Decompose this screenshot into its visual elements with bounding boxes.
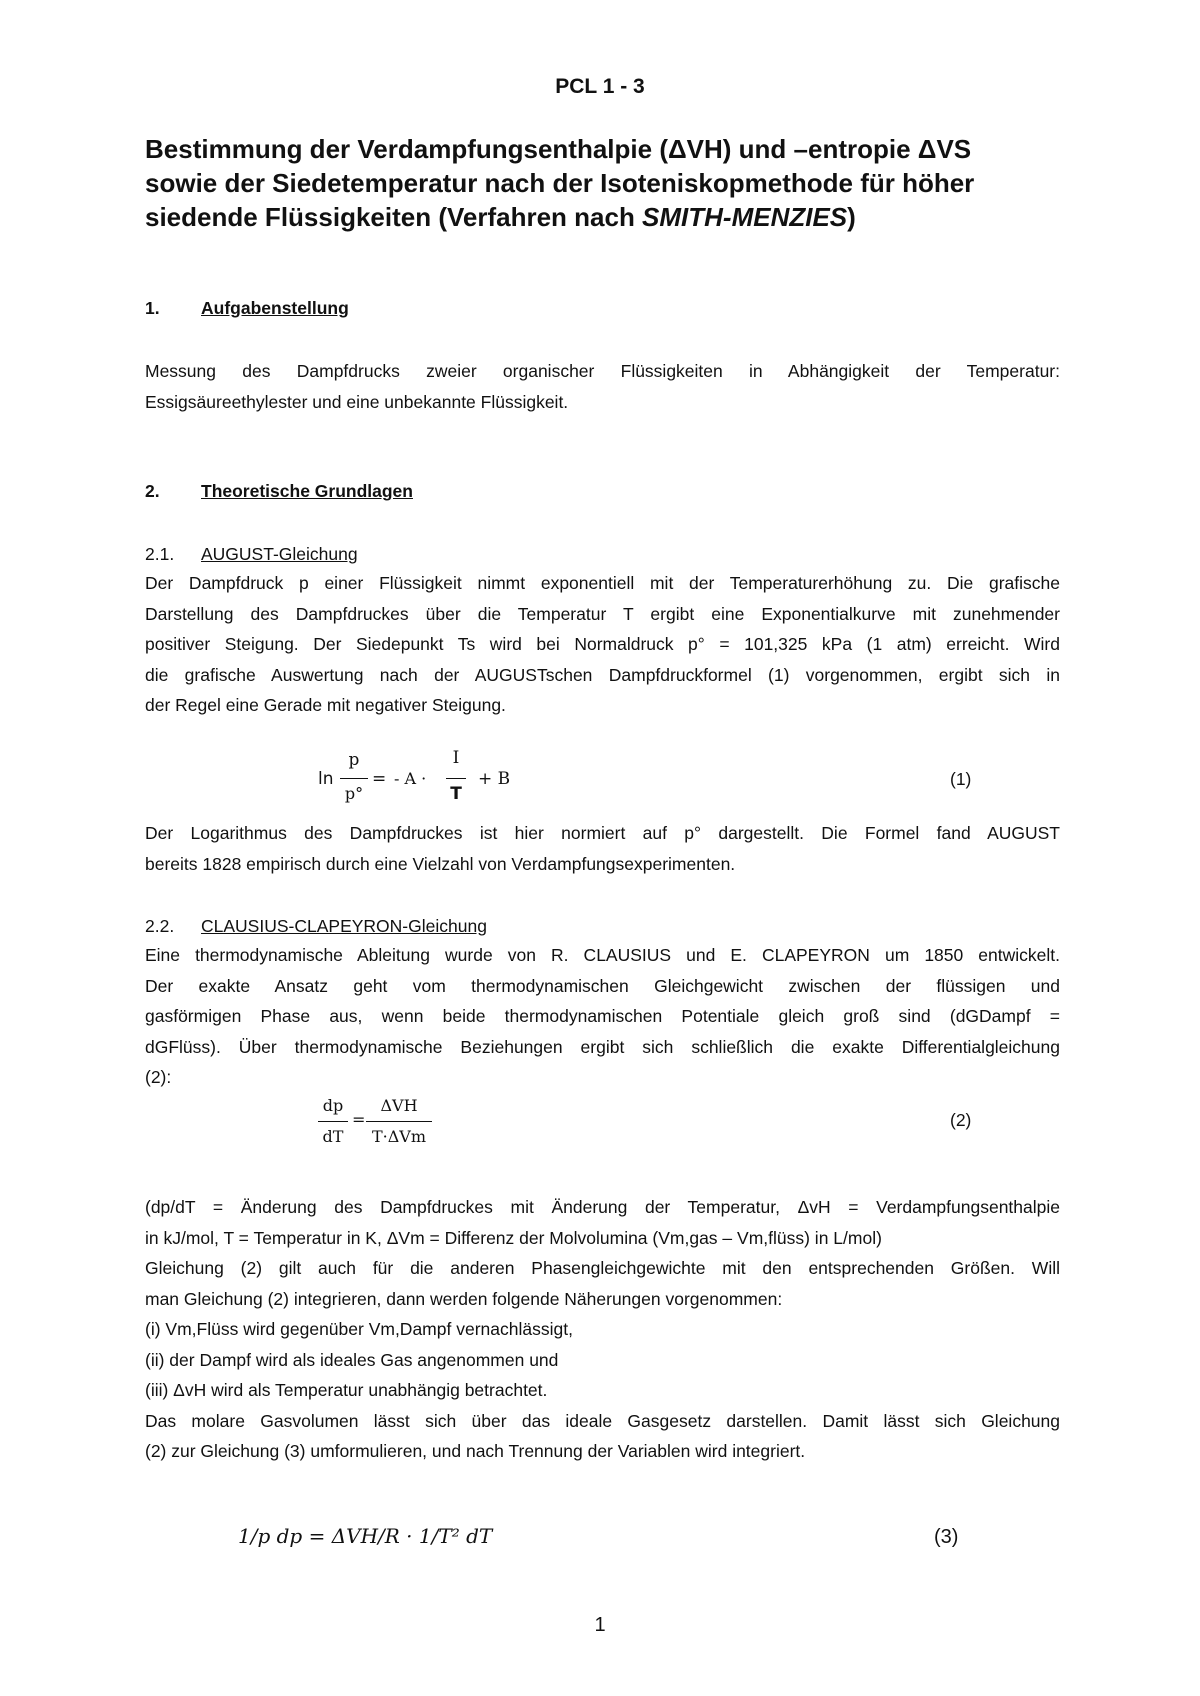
subsection-2-2-after-text <box>145 1192 1060 1467</box>
document-title <box>145 132 1065 234</box>
eq2-fraction-bar <box>318 1121 348 1122</box>
title-line-1: Bestimmung der Verdampfungsenthalpie (ΔVH) und –entropie ΔVS <box>145 134 972 164</box>
eq1-plus-b: + B <box>478 769 511 789</box>
text-line: bereits 1828 empirisch durch eine Vielzahl von Verdampfungsexperimenten. <box>145 853 736 874</box>
section-title: Theoretische Grundlagen <box>201 481 413 501</box>
equation-number: (2) <box>950 1110 972 1130</box>
subsection-title: CLAUSIUS-CLAPEYRON-Gleichung <box>201 916 487 936</box>
eq1-denominator-2: T <box>450 784 462 804</box>
eq2-numerator: dp <box>322 1096 344 1115</box>
eq2-denominator-2: T·ΔVm <box>371 1127 427 1146</box>
eq2-fraction-bar-2 <box>366 1121 432 1122</box>
text-line: (dp/dT = Änderung des Dampfdruckes mit Änderung der Temperatur, ΔvH = Verdampfungsenthalpie <box>145 1197 1060 1217</box>
text-line: Der exakte Ansatz geht vom thermodynamischen Gleichgewicht zwischen der flüssigen und <box>145 975 1060 996</box>
text-line: in kJ/mol, T = Temperatur in K, ΔVm = Differenz der Molvolumina (Vm,gas – Vm,flüss) in L/mol) <box>145 1227 882 1248</box>
section-title: Aufgabenstellung <box>201 298 349 318</box>
list-item: (iii) ΔvH wird als Temperatur unabhängig betrachtet. <box>145 1380 548 1400</box>
section-2-heading <box>145 481 745 505</box>
subsection-title: AUGUST-Gleichung <box>201 544 358 564</box>
subsection-2-1-after-text <box>145 818 1060 879</box>
eq1-denominator: p° <box>344 784 364 803</box>
list-item: (i) Vm,Flüss wird gegenüber Vm,Dampf vernachlässigt, <box>145 1319 573 1339</box>
equation-number: (1) <box>950 769 972 789</box>
eq1-numerator-2: I <box>452 748 460 768</box>
title-line-3-italic: SMITH-MENZIES <box>642 202 848 232</box>
title-line-3 <box>145 200 1065 234</box>
text-line: dGFlüss). Über thermodynamische Beziehungen ergibt sich schließlich die exakte Differentialgleichung <box>145 1036 1060 1057</box>
text-line: Darstellung des Dampfdruckes über die Temperatur T ergibt eine Exponentialkurve mit zunehmender <box>145 603 1060 624</box>
text-line: Der Logarithmus des Dampfdruckes ist hier normiert auf p° dargestellt. Die Formel fand AUGUST <box>145 823 1060 843</box>
text-line: (2): <box>145 1067 172 1087</box>
text-line: Essigsäureethylester und eine unbekannte Flüssigkeit. <box>145 391 569 412</box>
text-line: positiver Steigung. Der Siedepunkt Ts wird bei Normaldruck p° = 101,325 kPa (1 atm) erreicht. Wird <box>145 634 1060 654</box>
subsection-number: 2.2. <box>145 916 175 936</box>
text-line: (2) zur Gleichung (3) umformulieren, und nach Trennung der Variablen wird integriert. <box>145 1441 806 1461</box>
text-line: Eine thermodynamische Ableitung wurde von R. CLAUSIUS und E. CLAPEYRON um 1850 entwickelt. <box>145 945 1060 965</box>
section-1-heading <box>145 298 745 322</box>
eq1-numerator: p <box>348 750 360 770</box>
eq1-fraction-bar-2 <box>446 778 466 779</box>
title-line-3-prefix: siedende Flüssigkeiten (Verfahren nach <box>145 202 643 232</box>
subsection-2-1-heading <box>145 544 745 568</box>
document-header: PCL 1 - 3 <box>555 75 645 98</box>
eq1-ln: ln <box>318 769 334 789</box>
subsection-2-2-heading <box>145 916 745 940</box>
text-line: Das molare Gasvolumen lässt sich über das ideale Gasgesetz darstellen. Damit lässt sich Gleichung <box>145 1410 1060 1431</box>
title-line-3-suffix: ) <box>847 202 856 232</box>
section-number: 2. <box>145 481 160 501</box>
eq2-equals: = <box>352 1110 366 1129</box>
text-line: gasförmigen Phase aus, wenn beide thermodynamischen Potentiale gleich groß sind (dGDampf = <box>145 1006 1060 1026</box>
eq1-minus-a: - A · <box>394 769 427 788</box>
text-line: man Gleichung (2) integrieren, dann werden folgende Näherungen vorgenommen: <box>145 1288 783 1309</box>
subsection-2-2-text <box>145 940 1060 1093</box>
eq1-equals: = <box>372 769 387 789</box>
subsection-number: 2.1. <box>145 544 175 564</box>
eq2-denominator: dT <box>322 1127 344 1146</box>
text-line: die grafische Auswertung nach der AUGUSTschen Dampfdruckformel (1) vorgenommen, ergibt sich in <box>145 664 1060 685</box>
section-1-text <box>145 356 1060 417</box>
subsection-2-1-text <box>145 568 1060 721</box>
section-number: 1. <box>145 298 160 318</box>
title-line-2: sowie der Siedetemperatur nach der Isoteniskopmethode für höher <box>145 168 975 198</box>
equation-3 <box>238 1516 1078 1566</box>
list-item: (ii) der Dampf wird als ideales Gas angenommen und <box>145 1349 559 1370</box>
text-line: Gleichung (2) gilt auch für die anderen Phasengleichgewichte mit den entsprechenden Größen. Will <box>145 1258 1060 1278</box>
equation-number: (3) <box>934 1526 959 1548</box>
equation-2 <box>318 1096 1078 1156</box>
text-line: Der Dampfdruck p einer Flüssigkeit nimmt exponentiell mit der Temperaturerhöhung zu. Die grafische <box>145 573 1060 593</box>
page-number: 1 <box>594 1614 606 1636</box>
eq3-formula: 1/p dp = ΔVH/R · 1/T² dT <box>238 1524 493 1548</box>
text-line: der Regel eine Gerade mit negativer Steigung. <box>145 695 506 715</box>
eq2-numerator-2: ΔVH <box>380 1096 418 1115</box>
text-line: Messung des Dampfdrucks zweier organischer Flüssigkeiten in Abhängigkeit der Temperatur: <box>145 361 1060 381</box>
equation-1 <box>318 748 1078 812</box>
eq1-fraction-bar <box>340 778 368 779</box>
